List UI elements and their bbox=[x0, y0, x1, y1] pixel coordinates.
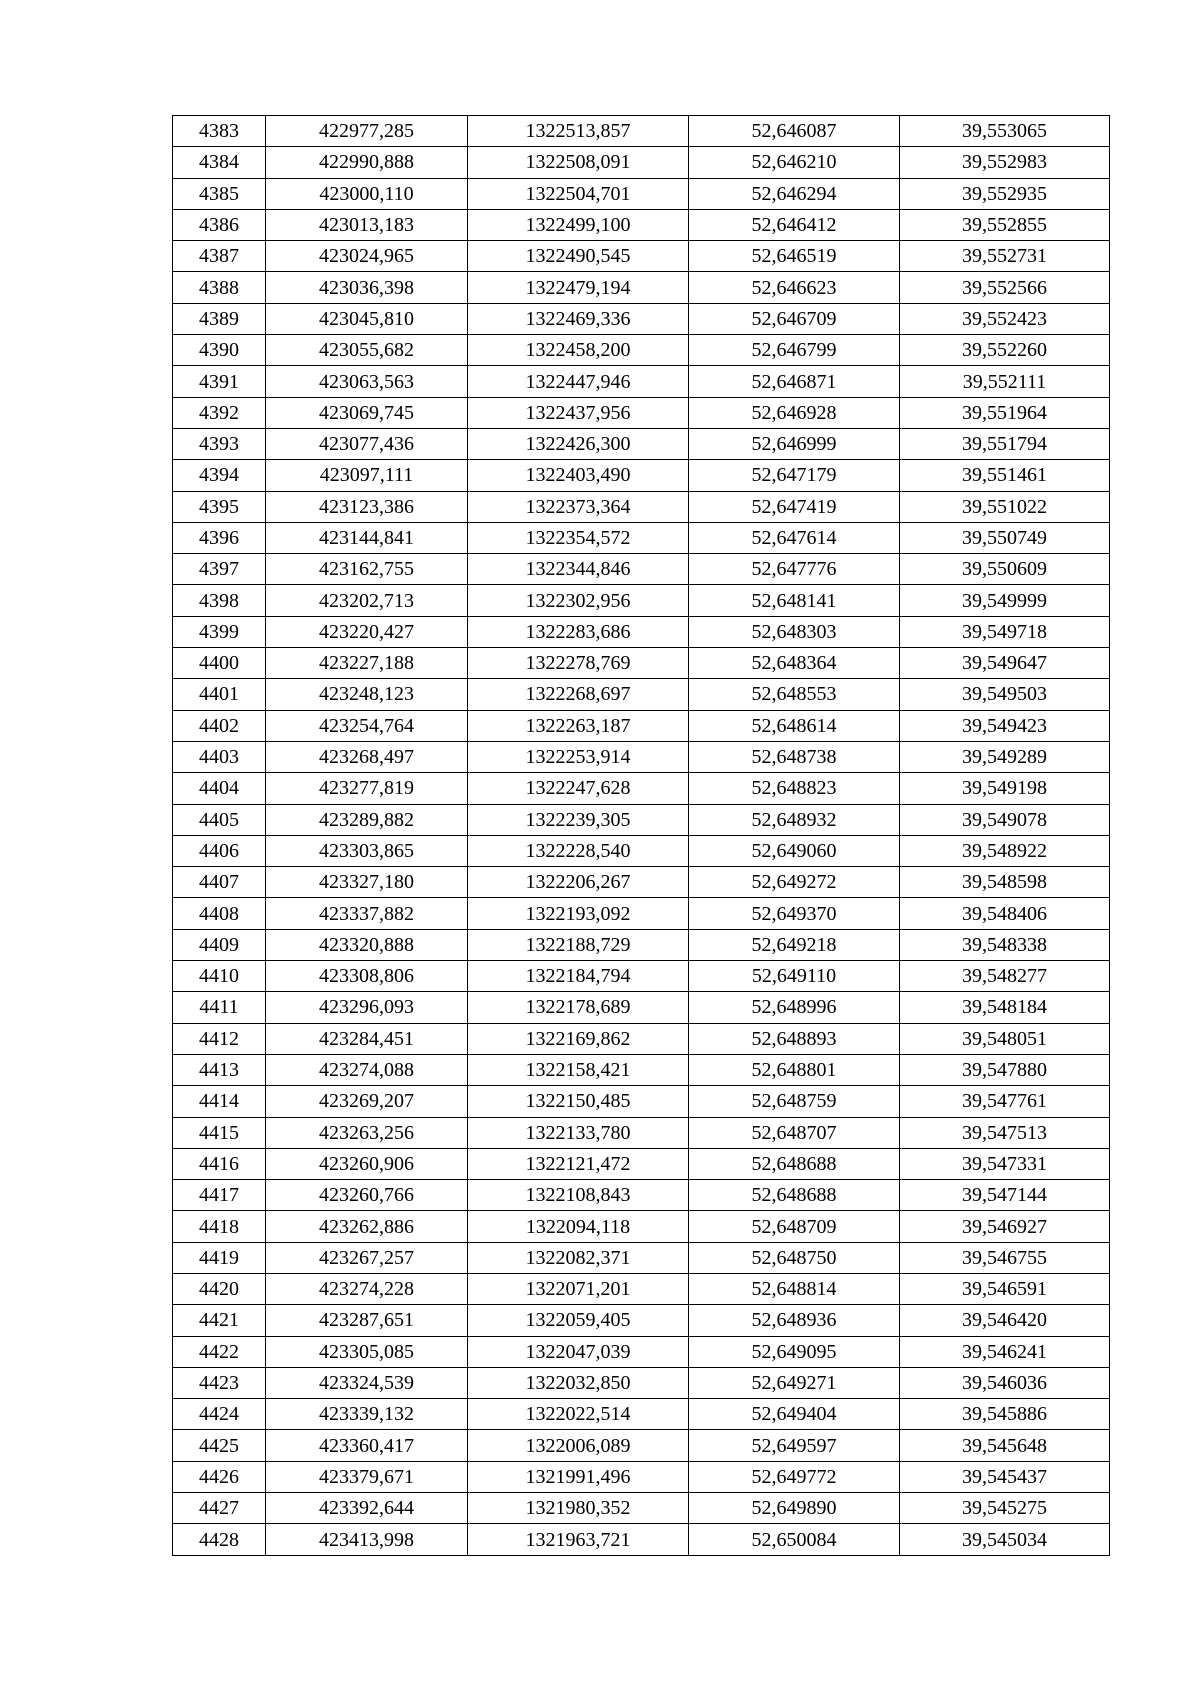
x-coordinate-cell: 423262,886 bbox=[266, 1211, 468, 1242]
y-coordinate-cell: 1322508,091 bbox=[468, 147, 689, 178]
point-number-cell: 4403 bbox=[173, 741, 266, 772]
point-number-cell: 4426 bbox=[173, 1461, 266, 1492]
longitude-cell: 39,548277 bbox=[900, 961, 1110, 992]
table-row bbox=[173, 773, 1110, 804]
y-coordinate-cell: 1322178,689 bbox=[468, 992, 689, 1023]
y-coordinate-cell: 1322447,946 bbox=[468, 366, 689, 397]
table-row bbox=[173, 491, 1110, 522]
longitude-cell: 39,546927 bbox=[900, 1211, 1110, 1242]
y-coordinate-cell: 1321991,496 bbox=[468, 1461, 689, 1492]
y-coordinate-cell: 1322283,686 bbox=[468, 616, 689, 647]
point-number-cell: 4393 bbox=[173, 428, 266, 459]
point-number-cell: 4392 bbox=[173, 397, 266, 428]
longitude-cell: 39,552855 bbox=[900, 209, 1110, 240]
table-row bbox=[173, 1117, 1110, 1148]
point-number-cell: 4394 bbox=[173, 460, 266, 491]
x-coordinate-cell: 423269,207 bbox=[266, 1086, 468, 1117]
x-coordinate-cell: 423227,188 bbox=[266, 648, 468, 679]
point-number-cell: 4416 bbox=[173, 1148, 266, 1179]
table-row bbox=[173, 679, 1110, 710]
y-coordinate-cell: 1322373,364 bbox=[468, 491, 689, 522]
longitude-cell: 39,552935 bbox=[900, 178, 1110, 209]
longitude-cell: 39,553065 bbox=[900, 116, 1110, 147]
table-row bbox=[173, 1086, 1110, 1117]
table-row bbox=[173, 898, 1110, 929]
y-coordinate-cell: 1322047,039 bbox=[468, 1336, 689, 1367]
point-number-cell: 4399 bbox=[173, 616, 266, 647]
longitude-cell: 39,548922 bbox=[900, 835, 1110, 866]
point-number-cell: 4412 bbox=[173, 1023, 266, 1054]
x-coordinate-cell: 423045,810 bbox=[266, 303, 468, 334]
x-coordinate-cell: 423260,906 bbox=[266, 1148, 468, 1179]
latitude-cell: 52,646623 bbox=[689, 272, 900, 303]
x-coordinate-cell: 423000,110 bbox=[266, 178, 468, 209]
latitude-cell: 52,649890 bbox=[689, 1493, 900, 1524]
point-number-cell: 4423 bbox=[173, 1367, 266, 1398]
longitude-cell: 39,546591 bbox=[900, 1273, 1110, 1304]
x-coordinate-cell: 423263,256 bbox=[266, 1117, 468, 1148]
longitude-cell: 39,548406 bbox=[900, 898, 1110, 929]
x-coordinate-cell: 423274,228 bbox=[266, 1273, 468, 1304]
point-number-cell: 4427 bbox=[173, 1493, 266, 1524]
latitude-cell: 52,647179 bbox=[689, 460, 900, 491]
table-row bbox=[173, 1336, 1110, 1367]
table-row bbox=[173, 961, 1110, 992]
longitude-cell: 39,545034 bbox=[900, 1524, 1110, 1555]
latitude-cell: 52,646799 bbox=[689, 335, 900, 366]
point-number-cell: 4418 bbox=[173, 1211, 266, 1242]
y-coordinate-cell: 1322247,628 bbox=[468, 773, 689, 804]
latitude-cell: 52,649597 bbox=[689, 1430, 900, 1461]
point-number-cell: 4419 bbox=[173, 1242, 266, 1273]
coordinates-table bbox=[172, 115, 1110, 1556]
table-row bbox=[173, 1305, 1110, 1336]
y-coordinate-cell: 1322059,405 bbox=[468, 1305, 689, 1336]
point-number-cell: 4384 bbox=[173, 147, 266, 178]
point-number-cell: 4404 bbox=[173, 773, 266, 804]
point-number-cell: 4402 bbox=[173, 710, 266, 741]
y-coordinate-cell: 1322469,336 bbox=[468, 303, 689, 334]
latitude-cell: 52,648932 bbox=[689, 804, 900, 835]
x-coordinate-cell: 423248,123 bbox=[266, 679, 468, 710]
table-row bbox=[173, 460, 1110, 491]
longitude-cell: 39,548184 bbox=[900, 992, 1110, 1023]
y-coordinate-cell: 1322184,794 bbox=[468, 961, 689, 992]
x-coordinate-cell: 423308,806 bbox=[266, 961, 468, 992]
table-row bbox=[173, 335, 1110, 366]
y-coordinate-cell: 1322499,100 bbox=[468, 209, 689, 240]
longitude-cell: 39,546755 bbox=[900, 1242, 1110, 1273]
table-row bbox=[173, 929, 1110, 960]
x-coordinate-cell: 422977,285 bbox=[266, 116, 468, 147]
x-coordinate-cell: 423268,497 bbox=[266, 741, 468, 772]
x-coordinate-cell: 423063,563 bbox=[266, 366, 468, 397]
x-coordinate-cell: 423260,766 bbox=[266, 1180, 468, 1211]
table-row bbox=[173, 554, 1110, 585]
point-number-cell: 4421 bbox=[173, 1305, 266, 1336]
latitude-cell: 52,647614 bbox=[689, 522, 900, 553]
x-coordinate-cell: 423327,180 bbox=[266, 867, 468, 898]
table-row bbox=[173, 1023, 1110, 1054]
longitude-cell: 39,552111 bbox=[900, 366, 1110, 397]
table-row bbox=[173, 366, 1110, 397]
point-number-cell: 4406 bbox=[173, 835, 266, 866]
longitude-cell: 39,545275 bbox=[900, 1493, 1110, 1524]
x-coordinate-cell: 423123,386 bbox=[266, 491, 468, 522]
table-row bbox=[173, 710, 1110, 741]
point-number-cell: 4424 bbox=[173, 1399, 266, 1430]
point-number-cell: 4409 bbox=[173, 929, 266, 960]
table-row bbox=[173, 1524, 1110, 1555]
longitude-cell: 39,549718 bbox=[900, 616, 1110, 647]
longitude-cell: 39,547761 bbox=[900, 1086, 1110, 1117]
y-coordinate-cell: 1322121,472 bbox=[468, 1148, 689, 1179]
latitude-cell: 52,648801 bbox=[689, 1054, 900, 1085]
table-row bbox=[173, 397, 1110, 428]
x-coordinate-cell: 423036,398 bbox=[266, 272, 468, 303]
longitude-cell: 39,547144 bbox=[900, 1180, 1110, 1211]
latitude-cell: 52,646928 bbox=[689, 397, 900, 428]
longitude-cell: 39,550609 bbox=[900, 554, 1110, 585]
table-row bbox=[173, 209, 1110, 240]
latitude-cell: 52,649404 bbox=[689, 1399, 900, 1430]
y-coordinate-cell: 1322169,862 bbox=[468, 1023, 689, 1054]
table-row bbox=[173, 1242, 1110, 1273]
latitude-cell: 52,648709 bbox=[689, 1211, 900, 1242]
point-number-cell: 4390 bbox=[173, 335, 266, 366]
table-row bbox=[173, 1273, 1110, 1304]
latitude-cell: 52,648814 bbox=[689, 1273, 900, 1304]
latitude-cell: 52,646871 bbox=[689, 366, 900, 397]
x-coordinate-cell: 423144,841 bbox=[266, 522, 468, 553]
x-coordinate-cell: 423339,132 bbox=[266, 1399, 468, 1430]
table-row bbox=[173, 1148, 1110, 1179]
point-number-cell: 4391 bbox=[173, 366, 266, 397]
longitude-cell: 39,548338 bbox=[900, 929, 1110, 960]
y-coordinate-cell: 1322239,305 bbox=[468, 804, 689, 835]
x-coordinate-cell: 423324,539 bbox=[266, 1367, 468, 1398]
latitude-cell: 52,648553 bbox=[689, 679, 900, 710]
latitude-cell: 52,649218 bbox=[689, 929, 900, 960]
latitude-cell: 52,648936 bbox=[689, 1305, 900, 1336]
x-coordinate-cell: 423305,085 bbox=[266, 1336, 468, 1367]
table-row bbox=[173, 648, 1110, 679]
y-coordinate-cell: 1322032,850 bbox=[468, 1367, 689, 1398]
point-number-cell: 4383 bbox=[173, 116, 266, 147]
latitude-cell: 52,648738 bbox=[689, 741, 900, 772]
longitude-cell: 39,551461 bbox=[900, 460, 1110, 491]
x-coordinate-cell: 423274,088 bbox=[266, 1054, 468, 1085]
latitude-cell: 52,648141 bbox=[689, 585, 900, 616]
longitude-cell: 39,545886 bbox=[900, 1399, 1110, 1430]
latitude-cell: 52,649060 bbox=[689, 835, 900, 866]
table-row bbox=[173, 1367, 1110, 1398]
y-coordinate-cell: 1322458,200 bbox=[468, 335, 689, 366]
y-coordinate-cell: 1322071,201 bbox=[468, 1273, 689, 1304]
longitude-cell: 39,548051 bbox=[900, 1023, 1110, 1054]
longitude-cell: 39,552566 bbox=[900, 272, 1110, 303]
latitude-cell: 52,646999 bbox=[689, 428, 900, 459]
y-coordinate-cell: 1322006,089 bbox=[468, 1430, 689, 1461]
table-row bbox=[173, 1493, 1110, 1524]
x-coordinate-cell: 423069,745 bbox=[266, 397, 468, 428]
latitude-cell: 52,647776 bbox=[689, 554, 900, 585]
x-coordinate-cell: 423360,417 bbox=[266, 1430, 468, 1461]
y-coordinate-cell: 1322188,729 bbox=[468, 929, 689, 960]
point-number-cell: 4415 bbox=[173, 1117, 266, 1148]
table-row bbox=[173, 992, 1110, 1023]
y-coordinate-cell: 1322344,846 bbox=[468, 554, 689, 585]
table-row bbox=[173, 178, 1110, 209]
latitude-cell: 52,648614 bbox=[689, 710, 900, 741]
table-row bbox=[173, 428, 1110, 459]
latitude-cell: 52,646412 bbox=[689, 209, 900, 240]
y-coordinate-cell: 1322504,701 bbox=[468, 178, 689, 209]
latitude-cell: 52,649370 bbox=[689, 898, 900, 929]
latitude-cell: 52,648823 bbox=[689, 773, 900, 804]
point-number-cell: 4410 bbox=[173, 961, 266, 992]
x-coordinate-cell: 423277,819 bbox=[266, 773, 468, 804]
y-coordinate-cell: 1322206,267 bbox=[468, 867, 689, 898]
latitude-cell: 52,646709 bbox=[689, 303, 900, 334]
latitude-cell: 52,646210 bbox=[689, 147, 900, 178]
longitude-cell: 39,551022 bbox=[900, 491, 1110, 522]
latitude-cell: 52,648750 bbox=[689, 1242, 900, 1273]
x-coordinate-cell: 423289,882 bbox=[266, 804, 468, 835]
latitude-cell: 52,648759 bbox=[689, 1086, 900, 1117]
table-row bbox=[173, 804, 1110, 835]
table-row bbox=[173, 303, 1110, 334]
y-coordinate-cell: 1322437,956 bbox=[468, 397, 689, 428]
table-row bbox=[173, 116, 1110, 147]
y-coordinate-cell: 1322513,857 bbox=[468, 116, 689, 147]
y-coordinate-cell: 1322158,421 bbox=[468, 1054, 689, 1085]
x-coordinate-cell: 423267,257 bbox=[266, 1242, 468, 1273]
y-coordinate-cell: 1322193,092 bbox=[468, 898, 689, 929]
point-number-cell: 4422 bbox=[173, 1336, 266, 1367]
point-number-cell: 4397 bbox=[173, 554, 266, 585]
y-coordinate-cell: 1322082,371 bbox=[468, 1242, 689, 1273]
x-coordinate-cell: 422990,888 bbox=[266, 147, 468, 178]
latitude-cell: 52,649271 bbox=[689, 1367, 900, 1398]
x-coordinate-cell: 423202,713 bbox=[266, 585, 468, 616]
point-number-cell: 4417 bbox=[173, 1180, 266, 1211]
table-row bbox=[173, 1399, 1110, 1430]
table-row bbox=[173, 1180, 1110, 1211]
y-coordinate-cell: 1322228,540 bbox=[468, 835, 689, 866]
x-coordinate-cell: 423055,682 bbox=[266, 335, 468, 366]
point-number-cell: 4385 bbox=[173, 178, 266, 209]
latitude-cell: 52,648893 bbox=[689, 1023, 900, 1054]
latitude-cell: 52,646519 bbox=[689, 241, 900, 272]
y-coordinate-cell: 1322150,485 bbox=[468, 1086, 689, 1117]
point-number-cell: 4411 bbox=[173, 992, 266, 1023]
y-coordinate-cell: 1322253,914 bbox=[468, 741, 689, 772]
point-number-cell: 4396 bbox=[173, 522, 266, 553]
latitude-cell: 52,649772 bbox=[689, 1461, 900, 1492]
point-number-cell: 4398 bbox=[173, 585, 266, 616]
latitude-cell: 52,648996 bbox=[689, 992, 900, 1023]
longitude-cell: 39,549647 bbox=[900, 648, 1110, 679]
y-coordinate-cell: 1322302,956 bbox=[468, 585, 689, 616]
point-number-cell: 4414 bbox=[173, 1086, 266, 1117]
latitude-cell: 52,648688 bbox=[689, 1148, 900, 1179]
longitude-cell: 39,548598 bbox=[900, 867, 1110, 898]
x-coordinate-cell: 423379,671 bbox=[266, 1461, 468, 1492]
table-row bbox=[173, 585, 1110, 616]
point-number-cell: 4395 bbox=[173, 491, 266, 522]
y-coordinate-cell: 1322022,514 bbox=[468, 1399, 689, 1430]
y-coordinate-cell: 1322403,490 bbox=[468, 460, 689, 491]
x-coordinate-cell: 423287,651 bbox=[266, 1305, 468, 1336]
x-coordinate-cell: 423320,888 bbox=[266, 929, 468, 960]
point-number-cell: 4407 bbox=[173, 867, 266, 898]
latitude-cell: 52,649110 bbox=[689, 961, 900, 992]
longitude-cell: 39,547513 bbox=[900, 1117, 1110, 1148]
longitude-cell: 39,546036 bbox=[900, 1367, 1110, 1398]
longitude-cell: 39,549198 bbox=[900, 773, 1110, 804]
longitude-cell: 39,552260 bbox=[900, 335, 1110, 366]
latitude-cell: 52,647419 bbox=[689, 491, 900, 522]
x-coordinate-cell: 423013,183 bbox=[266, 209, 468, 240]
longitude-cell: 39,546420 bbox=[900, 1305, 1110, 1336]
y-coordinate-cell: 1322268,697 bbox=[468, 679, 689, 710]
point-number-cell: 4413 bbox=[173, 1054, 266, 1085]
x-coordinate-cell: 423254,764 bbox=[266, 710, 468, 741]
y-coordinate-cell: 1322108,843 bbox=[468, 1180, 689, 1211]
table-row bbox=[173, 741, 1110, 772]
latitude-cell: 52,648688 bbox=[689, 1180, 900, 1211]
x-coordinate-cell: 423392,644 bbox=[266, 1493, 468, 1524]
point-number-cell: 4387 bbox=[173, 241, 266, 272]
longitude-cell: 39,551964 bbox=[900, 397, 1110, 428]
table-row bbox=[173, 1054, 1110, 1085]
longitude-cell: 39,549289 bbox=[900, 741, 1110, 772]
latitude-cell: 52,648303 bbox=[689, 616, 900, 647]
table-row bbox=[173, 522, 1110, 553]
longitude-cell: 39,552983 bbox=[900, 147, 1110, 178]
table-row bbox=[173, 147, 1110, 178]
table-row bbox=[173, 1430, 1110, 1461]
table-row bbox=[173, 1461, 1110, 1492]
x-coordinate-cell: 423337,882 bbox=[266, 898, 468, 929]
y-coordinate-cell: 1322094,118 bbox=[468, 1211, 689, 1242]
latitude-cell: 52,648707 bbox=[689, 1117, 900, 1148]
longitude-cell: 39,549078 bbox=[900, 804, 1110, 835]
point-number-cell: 4405 bbox=[173, 804, 266, 835]
y-coordinate-cell: 1322133,780 bbox=[468, 1117, 689, 1148]
point-number-cell: 4420 bbox=[173, 1273, 266, 1304]
longitude-cell: 39,547880 bbox=[900, 1054, 1110, 1085]
point-number-cell: 4425 bbox=[173, 1430, 266, 1461]
point-number-cell: 4401 bbox=[173, 679, 266, 710]
coordinates-table-body bbox=[173, 116, 1110, 1556]
longitude-cell: 39,547331 bbox=[900, 1148, 1110, 1179]
longitude-cell: 39,545648 bbox=[900, 1430, 1110, 1461]
latitude-cell: 52,648364 bbox=[689, 648, 900, 679]
latitude-cell: 52,650084 bbox=[689, 1524, 900, 1555]
table-row bbox=[173, 241, 1110, 272]
longitude-cell: 39,552423 bbox=[900, 303, 1110, 334]
point-number-cell: 4386 bbox=[173, 209, 266, 240]
x-coordinate-cell: 423162,755 bbox=[266, 554, 468, 585]
x-coordinate-cell: 423220,427 bbox=[266, 616, 468, 647]
x-coordinate-cell: 423303,865 bbox=[266, 835, 468, 866]
point-number-cell: 4428 bbox=[173, 1524, 266, 1555]
y-coordinate-cell: 1321980,352 bbox=[468, 1493, 689, 1524]
latitude-cell: 52,649095 bbox=[689, 1336, 900, 1367]
x-coordinate-cell: 423024,965 bbox=[266, 241, 468, 272]
longitude-cell: 39,546241 bbox=[900, 1336, 1110, 1367]
longitude-cell: 39,551794 bbox=[900, 428, 1110, 459]
x-coordinate-cell: 423284,451 bbox=[266, 1023, 468, 1054]
y-coordinate-cell: 1322490,545 bbox=[468, 241, 689, 272]
y-coordinate-cell: 1322278,769 bbox=[468, 648, 689, 679]
longitude-cell: 39,549423 bbox=[900, 710, 1110, 741]
point-number-cell: 4400 bbox=[173, 648, 266, 679]
table-row bbox=[173, 616, 1110, 647]
point-number-cell: 4389 bbox=[173, 303, 266, 334]
latitude-cell: 52,646087 bbox=[689, 116, 900, 147]
longitude-cell: 39,549999 bbox=[900, 585, 1110, 616]
table-row bbox=[173, 1211, 1110, 1242]
y-coordinate-cell: 1322263,187 bbox=[468, 710, 689, 741]
latitude-cell: 52,649272 bbox=[689, 867, 900, 898]
table-row bbox=[173, 272, 1110, 303]
table-row bbox=[173, 867, 1110, 898]
x-coordinate-cell: 423097,111 bbox=[266, 460, 468, 491]
x-coordinate-cell: 423077,436 bbox=[266, 428, 468, 459]
point-number-cell: 4388 bbox=[173, 272, 266, 303]
longitude-cell: 39,552731 bbox=[900, 241, 1110, 272]
y-coordinate-cell: 1322479,194 bbox=[468, 272, 689, 303]
latitude-cell: 52,646294 bbox=[689, 178, 900, 209]
y-coordinate-cell: 1322426,300 bbox=[468, 428, 689, 459]
x-coordinate-cell: 423296,093 bbox=[266, 992, 468, 1023]
y-coordinate-cell: 1321963,721 bbox=[468, 1524, 689, 1555]
x-coordinate-cell: 423413,998 bbox=[266, 1524, 468, 1555]
point-number-cell: 4408 bbox=[173, 898, 266, 929]
y-coordinate-cell: 1322354,572 bbox=[468, 522, 689, 553]
longitude-cell: 39,549503 bbox=[900, 679, 1110, 710]
longitude-cell: 39,550749 bbox=[900, 522, 1110, 553]
table-row bbox=[173, 835, 1110, 866]
longitude-cell: 39,545437 bbox=[900, 1461, 1110, 1492]
